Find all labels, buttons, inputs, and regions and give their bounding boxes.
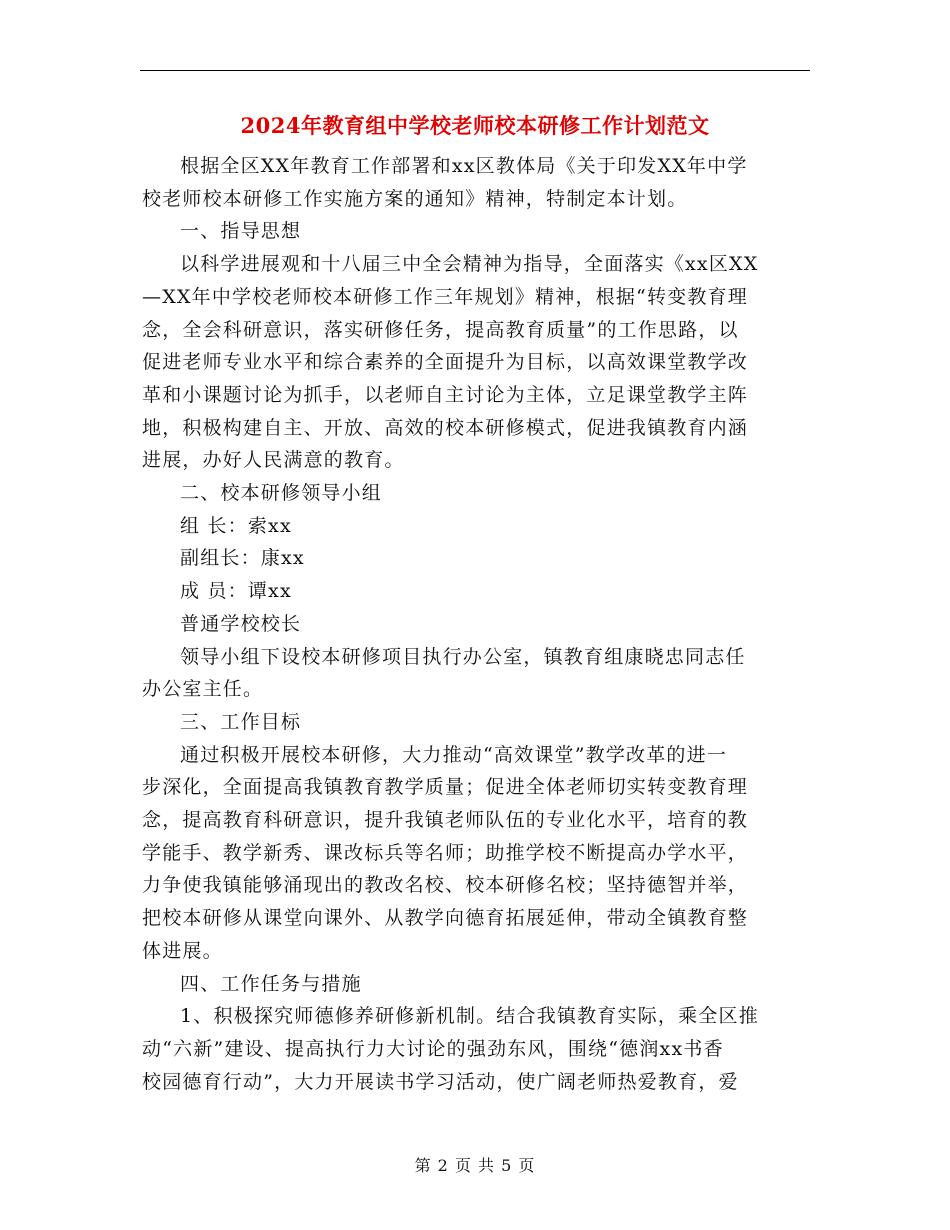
header-rule — [140, 70, 810, 71]
page-footer: 第 2 页 共 5 页 — [414, 1156, 536, 1175]
section-heading-tasks-measures: 四、工作任务与措施 — [180, 972, 362, 995]
section-heading-guiding-ideology: 一、指导思想 — [180, 220, 302, 243]
deputy-leader-line: 副组长：康xx — [180, 547, 305, 570]
guiding-ideology-paragraph: 以科学进展观和十八届三中全会精神为指导，全面落实《xx区XX —XX年中学校老师校本研修工作三年规划》精神，根据“转变教育理 念，全会科研意识，落实研修任务，提高教育质量”的工作思路，以 促进老师专业水平和综合素养的全面提升为目标，以高效课堂教学改 革和小课题讨论为抓手，以老师自主讨论为主体，立足课堂教学主阵 地，积极构建自主、开放、高效的校本研修模式，促进我镇教育内涵 进展，办好人民满意的教育。 — [142, 253, 759, 472]
work-goals-paragraph: 通过积极开展校本研修，大力推动“高效课堂”教学改革的进一 步深化，全面提高我镇教育教学质量；促进全体老师切实转变教育理 念，提高教育科研意识，提升我镇老师队伍的专业化水平，培育的教 学能手、教学新秀、课改标兵等名师；助推学校不断提高办学水平， 力争使我镇能够涌现出的教改名校、校本研修名校；坚持德智并举， 把校本研修从课堂向课外、从教学向德育拓展延伸，带动全镇教育整 体进展。 — [142, 743, 749, 962]
task-1-paragraph: 1、积极探究师德修养研修新机制。结合我镇教育实际，乘全区推 动“六新”建设、提高执行力大讨论的强劲东风，围绕“德润xx书香 校园德育行动”，大力开展读书学习活动，使广阔老师热爱教育，爱 — [142, 1005, 759, 1093]
document-title: 2024年教育组中学校老师校本研修工作计划范文 — [240, 113, 710, 138]
section-heading-work-goals: 三、工作目标 — [180, 710, 302, 733]
section-heading-leadership-group: 二、校本研修领导小组 — [180, 482, 383, 505]
office-paragraph: 领导小组下设校本研修项目执行办公室，镇教育组康晓忠同志任 办公室主任。 — [142, 645, 746, 701]
members-detail-line: 普通学校校长 — [180, 612, 302, 635]
intro-paragraph: 根据全区XX年教育工作部署和xx区教体局《关于印发XX年中学 校老师校本研修工作实施方案的通知》精神，特制定本计划。 — [142, 155, 748, 210]
group-leader-line: 组 长：索xx — [180, 514, 292, 537]
members-line: 成 员：谭xx — [180, 580, 292, 603]
document-body — [142, 150, 810, 1098]
